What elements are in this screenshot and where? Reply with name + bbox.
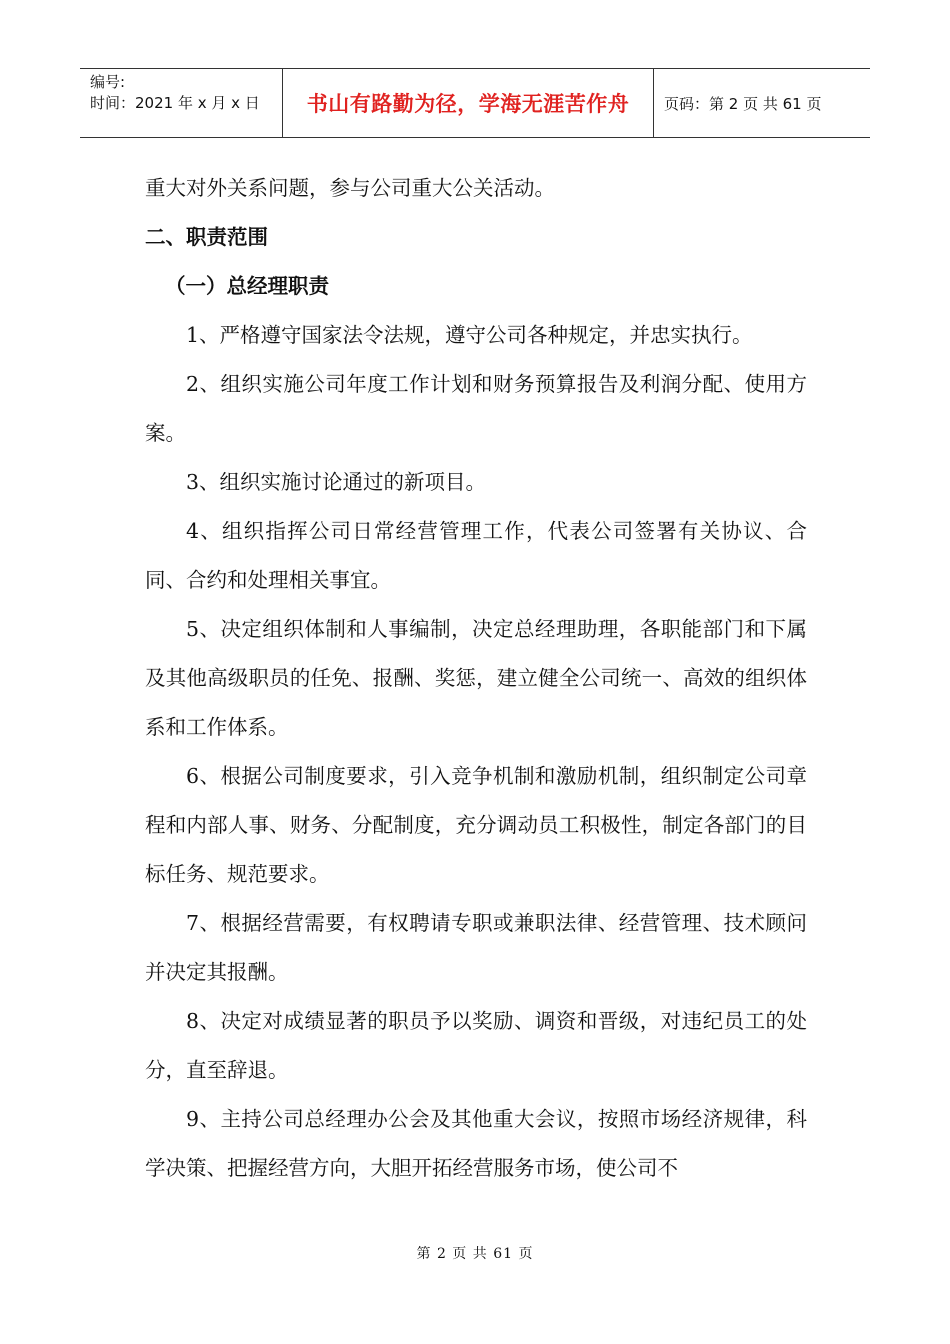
section-heading: 二、职责范围 (145, 225, 268, 249)
duty-item: 7、根据经营需要，有权聘请专职或兼职法律、经营管理、技术顾问并决定其报酬。 (145, 911, 807, 984)
header-divider (653, 69, 654, 137)
duty-item: 3、组织实施讨论通过的新项目。 (186, 470, 487, 494)
duty-item: 5、决定组织体制和人事编制，决定总经理助理，各职能部门和下属及其他高级职员的任免、报酬、奖惩，建立健全公司统一、高效的组织体系和工作体系。 (145, 617, 807, 739)
document-time-label: 时间：2021 年 x 月 x 日 (90, 94, 260, 112)
header-motto: 书山有路勤为径，学海无涯苦作舟 (306, 92, 630, 116)
duty-item: 4、组织指挥公司日常经营管理工作，代表公司签署有关协议、合同、合约和处理相关事宜。 (145, 519, 807, 592)
duty-item: 9、主持公司总经理办公会及其他重大会议，按照市场经济规律，科学决策、把握经营方向，大胆开拓经营服务市场，使公司不 (145, 1107, 807, 1180)
duty-item: 6、根据公司制度要求，引入竞争机制和激励机制，组织制定公司章程和内部人事、财务、分配制度，充分调动员工积极性，制定各部门的目标任务、规范要求。 (145, 764, 807, 886)
document-body (145, 164, 807, 1193)
document-header (80, 68, 870, 138)
duty-item: 1、严格遵守国家法令法规，遵守公司各种规定，并忠实执行。 (186, 323, 753, 347)
document-number-label: 编号: (90, 73, 126, 91)
duty-item: 2、组织实施公司年度工作计划和财务预算报告及利润分配、使用方案。 (145, 372, 807, 445)
subsection-heading: （一）总经理职责 (165, 274, 329, 298)
page-footer: 第 2 页 共 61 页 (416, 1246, 534, 1262)
duty-item: 8、决定对成绩显著的职员予以奖励、调资和晋级，对违纪员工的处分，直至辞退。 (145, 1009, 807, 1082)
header-meta (80, 69, 282, 137)
continuation-paragraph: 重大对外关系问题，参与公司重大公关活动。 (145, 176, 555, 200)
header-page-info: 页码：第 2 页 共 61 页 (664, 94, 822, 113)
